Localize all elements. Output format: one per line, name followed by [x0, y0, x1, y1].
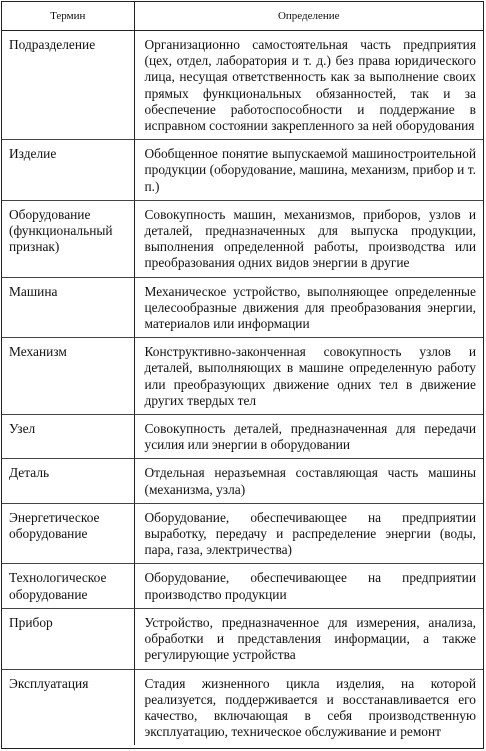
definition-cell: Совокупность машин, механизмов, приборов, узлов и деталей, предназначенных для выпуска продукции, выполнения определенной работы, производства или преобразования одних видов энергии в другие: [134, 200, 483, 277]
term-cell: Подразделение: [2, 31, 134, 140]
column-header-definition: Определение: [134, 2, 483, 31]
definition-cell: Организационно самостоятельная часть предприятия (цех, отдел, лаборатория и т. д.) без права юридического лица, несущая ответственность как за выполнение своих прямых функциональных обязанностей, так и за обеспечение работоспособности и поддержание в исправном состоянии закрепленного за ней оборудования: [134, 31, 483, 140]
term-cell: Эксплуатация: [2, 669, 134, 745]
table-row: [2, 669, 483, 745]
table-row: [2, 140, 483, 201]
term-cell: Прибор: [2, 608, 134, 669]
term-cell: Энергетическое оборудование: [2, 503, 134, 564]
terms-table: [1, 1, 484, 749]
table-row: [2, 564, 483, 608]
term-cell: Узел: [2, 415, 134, 459]
definition-cell: Оборудование, обеспечивающее на предприятии производство продукции: [134, 564, 483, 608]
table-row: [2, 200, 483, 277]
term-cell: Изделие: [2, 140, 134, 201]
table-row: [2, 338, 483, 415]
column-header-term: Термин: [2, 2, 134, 31]
table-row: [2, 415, 483, 459]
definition-cell: Совокупность деталей, предназначенная для передачи усилия или энергии в оборудовании: [134, 415, 483, 459]
definition-cell: Конструктивно-законченная совокупность узлов и деталей, выполняющих в машине определенную работу или преобразующих движение одних тел в движение других твердых тел: [134, 338, 483, 415]
definition-cell: Устройство, предназначенное для измерения, анализа, обработки и представления информации, а также регулирующие устройства: [134, 608, 483, 669]
definitions-table: [2, 2, 483, 745]
term-cell: Оборудование (функциональный признак): [2, 200, 134, 277]
term-cell: Деталь: [2, 459, 134, 503]
definition-cell: Обобщенное понятие выпускаемой машиностроительной продукции (оборудование, машина, механизм, прибор и т. п.): [134, 140, 483, 201]
definition-cell: Механическое устройство, выполняющее определенные целесообразные движения для преобразования энергии, материалов или информации: [134, 277, 483, 338]
table-row: [2, 608, 483, 669]
table-row: [2, 503, 483, 564]
table-row: [2, 459, 483, 503]
header-row: [2, 2, 483, 31]
definition-cell: Отдельная неразъемная составляющая часть машины (механизма, узла): [134, 459, 483, 503]
term-cell: Технологическое оборудование: [2, 564, 134, 608]
term-cell: Механизм: [2, 338, 134, 415]
term-cell: Машина: [2, 277, 134, 338]
table-row: [2, 277, 483, 338]
table-row: [2, 31, 483, 140]
definition-cell: Стадия жизненного цикла изделия, на которой реализуется, поддерживается и восстанавливается его качество, включающая в себя производственную эксплуатацию, техническое обслуживание и ремонт: [144, 675, 476, 740]
definition-cell: Оборудование, обеспечивающее на предприятии выработку, передачу и распределение энергии (воды, пара, газа, электричества): [134, 503, 483, 564]
